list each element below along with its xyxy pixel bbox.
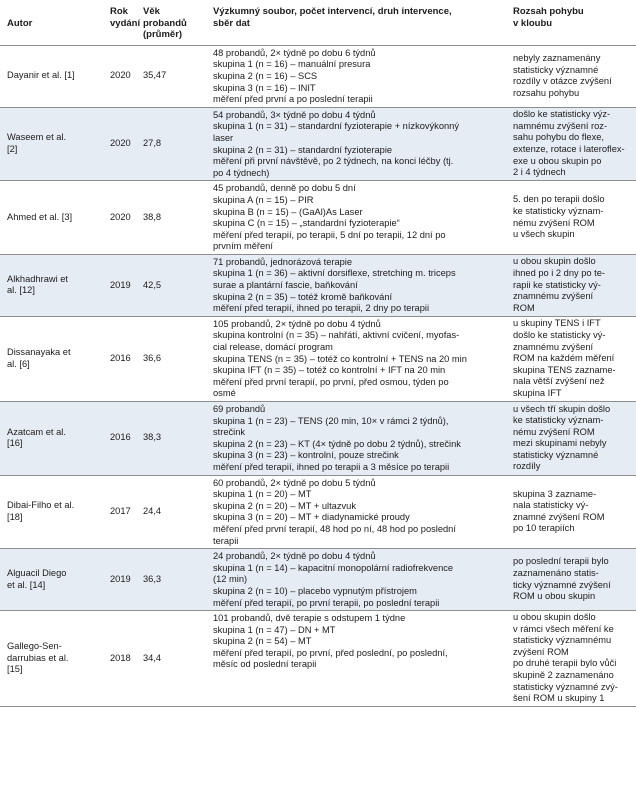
age-value: 36,6 <box>143 353 162 364</box>
table-row <box>0 611 636 707</box>
desc-line: skupina 1 (n = 14) – kapacitní monopolární radiofrekvence <box>213 562 454 573</box>
table-row <box>0 549 636 611</box>
range-line: statisticky významné <box>513 449 599 460</box>
year-cell <box>103 45 136 107</box>
desc-line: skupina C (n = 15) – „standardní fyzioterapie“ <box>213 218 400 229</box>
desc-line: skupina 2 (n = 16) – SCS <box>213 70 318 81</box>
range-line: u obou skupin došlo <box>513 612 596 623</box>
author-line: Dayanir et al. [1] <box>7 70 75 81</box>
year-cell <box>103 611 136 707</box>
range-line: nému zvýšení ROM <box>513 426 595 437</box>
desc-line: skupina 2 (n = 35) – totéž kromě baňkování <box>213 291 393 302</box>
desc-line: skupina 2 (n = 10) – placebo vypnutým přístrojem <box>213 585 417 596</box>
desc-line: měsíc od poslední terapii <box>213 659 317 670</box>
range-line: ke statisticky význam- <box>513 206 604 216</box>
year-value: 2016 <box>110 432 131 443</box>
age-cell <box>136 549 206 611</box>
range-line: 5. den po terapii došlo <box>513 194 605 205</box>
year-value: 2016 <box>110 353 131 364</box>
author-cell <box>0 181 103 255</box>
age-cell <box>136 45 206 107</box>
range-line: skupině 2 zaznamenáno <box>513 670 614 681</box>
range-line: ke statisticky význam- <box>513 415 604 426</box>
range-line: znamnému zvýšení <box>513 341 594 352</box>
age-cell <box>136 254 206 316</box>
range-cell <box>506 181 636 255</box>
author-line: [16] <box>7 438 23 449</box>
author-line: [18] <box>7 511 23 522</box>
age-value: 27,8 <box>143 138 162 149</box>
range-line: sahu pohybu do flexe, <box>513 132 604 143</box>
author-cell <box>0 549 103 611</box>
header-author: Autor <box>0 0 103 45</box>
range-line: ROM <box>513 302 535 313</box>
range-line: ticky významné zvýšení <box>513 579 611 590</box>
range-line: ROM u obou skupin <box>513 591 596 602</box>
range-cell <box>506 316 636 401</box>
age-cell <box>136 181 206 255</box>
range-line: statisticky významné <box>513 64 599 75</box>
desc-line: skupina 2 (n = 31) – standardní fyzioterapie <box>213 144 393 155</box>
range-line: skupina IFT <box>513 387 562 398</box>
range-cell <box>506 549 636 611</box>
desc-line: 24 probandů, 2× týdně po dobu 4 týdnů <box>213 551 376 562</box>
range-cell <box>506 611 636 707</box>
header-range: Rozsah pohybu v kloubu <box>506 0 636 45</box>
desc-line: strečink <box>213 427 246 438</box>
range-line: šení ROM u skupiny 1 <box>513 693 605 704</box>
desc-line: terapii <box>213 535 239 546</box>
desc-line: měření před terapií, ihned po terapii, 2 dny po terapii <box>213 303 430 314</box>
table-row <box>0 402 636 476</box>
author-line: Dissanayaka et <box>7 347 71 358</box>
author-line: darrubias et al. <box>7 652 69 663</box>
author-line: al. [12] <box>7 285 35 296</box>
desc-line: měření před první terapií, po první, před osmou, týden po <box>213 376 449 387</box>
desc-line: skupina 1 (n = 47) – DN + MT <box>213 624 336 635</box>
year-cell <box>103 549 136 611</box>
desc-line: skupina 1 (n = 36) – aktivní dorsiflexe, stretching m. triceps <box>213 268 456 279</box>
range-cell <box>506 254 636 316</box>
table-row <box>0 107 636 181</box>
desc-line: skupina 2 (n = 20) – MT + ultazvuk <box>213 500 356 511</box>
range-line: statisticky významnému <box>513 635 612 646</box>
year-cell <box>103 316 136 401</box>
author-cell <box>0 107 103 181</box>
range-line: v rámci všech měření ke <box>513 623 614 634</box>
year-value: 2017 <box>110 506 131 517</box>
description-cell <box>206 402 506 476</box>
range-line: po poslední terapii bylo <box>513 556 609 567</box>
desc-line: měření při první návštěvě, po 2 týdnech, na konci léčby (tj. <box>213 156 454 167</box>
range-line: znamnému zvýšení <box>513 291 594 302</box>
range-line: skupina 3 zazname- <box>513 488 597 499</box>
author-line: Alkhadhrawi et <box>7 273 68 284</box>
author-cell <box>0 611 103 707</box>
range-line: u všech tří skupin došlo <box>513 403 611 414</box>
range-line: namnému zvýšení roz- <box>513 120 608 131</box>
range-line: skupina TENS zazname- <box>513 364 616 375</box>
author-line: [15] <box>7 664 23 675</box>
desc-line: osmé <box>213 388 236 399</box>
desc-line: po 4 týdnech) <box>213 167 270 178</box>
range-line: po 10 terapiích <box>513 523 575 534</box>
range-cell <box>506 45 636 107</box>
range-line: u skupiny TENS i IFT <box>513 318 601 329</box>
desc-line: 45 probandů, denně po dobu 5 dní <box>213 183 356 194</box>
author-line: Dibai-Filho et al. <box>7 500 75 511</box>
range-line: ihned po i 2 dny po te- <box>513 267 606 278</box>
author-line: Azatcam et al. <box>7 426 66 437</box>
header-row <box>0 0 636 45</box>
author-cell <box>0 254 103 316</box>
desc-line: prvním měření <box>213 241 273 252</box>
description-cell <box>206 611 506 707</box>
age-cell <box>136 316 206 401</box>
age-value: 35,47 <box>143 70 167 81</box>
desc-line: skupina 1 (n = 23) – TENS (20 min, 10× v rámci 2 týdnů), <box>213 415 449 426</box>
description-cell <box>206 316 506 401</box>
desc-line: 69 probandů <box>213 404 266 414</box>
desc-line: měření před terapií, po první terapii, po poslední terapii <box>213 597 440 608</box>
desc-line: skupina A (n = 15) – PIR <box>213 194 314 205</box>
author-line: Ahmed et al. [3] <box>7 211 73 222</box>
desc-line: 105 probandů, 2× týdně po dobu 4 týdnů <box>213 318 381 329</box>
header-description: Výzkumný soubor, počet intervencí, druh intervence, sběr dat <box>206 0 506 45</box>
table-row <box>0 475 636 549</box>
description-cell <box>206 549 506 611</box>
range-line: rozdíly v otázce zvýšení <box>513 76 612 87</box>
range-line: mezi skupinami nebyly <box>513 438 607 449</box>
year-cell <box>103 107 136 181</box>
author-line: Waseem et al. <box>7 132 67 143</box>
range-line: statisticky významné zvý- <box>513 681 618 692</box>
description-cell <box>206 475 506 549</box>
table-row <box>0 181 636 255</box>
range-line: zvýšení ROM <box>513 646 569 657</box>
range-line: znamné zvýšení ROM <box>513 511 605 522</box>
header-year: Rok vydání <box>103 0 136 45</box>
desc-line: měření před první terapií, 48 hod po ní, 48 hod po poslední <box>213 523 456 534</box>
desc-line: skupina IFT (n = 35) – totéž co kontrolní + IFT na 20 min <box>213 365 446 376</box>
description-cell <box>206 254 506 316</box>
author-cell <box>0 316 103 401</box>
desc-line: skupina 2 (n = 54) – MT <box>213 636 312 647</box>
age-value: 42,5 <box>143 279 162 290</box>
age-value: 24,4 <box>143 506 162 517</box>
range-line: rozdíly <box>513 461 541 472</box>
range-line: 2 i 4 týdnech <box>513 167 566 178</box>
description-cell <box>206 181 506 255</box>
header-age: Věk probandů (průměr) <box>136 0 206 45</box>
author-cell <box>0 45 103 107</box>
age-value: 38,8 <box>143 211 162 222</box>
table-row <box>0 45 636 107</box>
desc-line: skupina 2 (n = 23) – KT (4× týdně po dobu 2 týdnů), strečink <box>213 438 461 449</box>
desc-line: cial release, domácí program <box>213 342 333 353</box>
range-cell <box>506 107 636 181</box>
desc-line: 54 probandů, 3× týdně po dobu 4 týdnů <box>213 109 376 120</box>
table-row <box>0 316 636 401</box>
range-line: exe u obou skupin po <box>513 155 602 166</box>
desc-line: (12 min) <box>213 574 248 585</box>
desc-line: měření před terapií, ihned po terapii a 3 měsíce po terapii <box>213 461 450 472</box>
author-line: et al. [14] <box>7 579 46 590</box>
desc-line: skupina 1 (n = 16) – manuální presura <box>213 59 371 70</box>
age-value: 36,3 <box>143 573 162 584</box>
age-value: 34,4 <box>143 652 162 663</box>
desc-line: 101 probandů, dvě terapie s odstupem 1 týdne <box>213 613 406 624</box>
description-cell <box>206 45 506 107</box>
range-line: došlo ke statisticky výz- <box>513 109 611 120</box>
range-line: nému zvýšení ROM <box>513 217 595 228</box>
description-cell <box>206 107 506 181</box>
year-cell <box>103 181 136 255</box>
range-cell <box>506 402 636 476</box>
range-line: ROM na každém měření <box>513 353 615 364</box>
author-cell <box>0 475 103 549</box>
age-value: 38,3 <box>143 432 162 443</box>
desc-line: skupina 3 (n = 20) – MT + diadynamické proudy <box>213 512 410 523</box>
range-line: nala větší zvýšení než <box>513 376 605 387</box>
desc-line: 48 probandů, 2× týdně po dobu 6 týdnů <box>213 47 376 58</box>
author-line: [2] <box>7 144 18 155</box>
year-value: 2019 <box>110 573 131 584</box>
desc-line: skupina kontrolní (n = 35) – nahřátí, aktivní cvičení, myofas- <box>213 330 460 341</box>
range-line: došlo ke statisticky vý- <box>513 329 606 340</box>
year-value: 2020 <box>110 138 131 149</box>
desc-line: skupina TENS (n = 35) – totéž co kontrolní + TENS na 20 min <box>213 353 467 364</box>
author-cell <box>0 402 103 476</box>
range-cell <box>506 475 636 549</box>
author-line: Alguacil Diego <box>7 568 67 579</box>
desc-line: skupina 1 (n = 31) – standardní fyzioterapie + nízkovýkonný <box>213 121 459 132</box>
year-cell <box>103 254 136 316</box>
desc-line: surae a plantární fascie, baňkování <box>213 280 358 291</box>
year-value: 2019 <box>110 279 131 290</box>
desc-line: skupina 3 (n = 16) – INIT <box>213 82 316 93</box>
range-line: rozsahu pohybu <box>513 87 580 98</box>
range-line: rapii ke statisticky vý- <box>513 279 601 290</box>
age-cell <box>136 611 206 707</box>
author-line: Gallego-Sen- <box>7 641 62 652</box>
year-value: 2018 <box>110 652 131 663</box>
range-line: nebyly zaznamenány <box>513 53 601 64</box>
year-cell <box>103 475 136 549</box>
desc-line: 71 probandů, jednorázová terapie <box>213 256 353 267</box>
author-line: al. [6] <box>7 358 30 369</box>
table-row <box>0 254 636 316</box>
range-line: zaznamenáno statis- <box>513 568 599 579</box>
year-value: 2020 <box>110 70 131 81</box>
desc-line: skupina B (n = 15) – (GaAl)As Laser <box>213 206 363 217</box>
range-line: u všech skupin <box>513 229 575 240</box>
desc-line: měření před terapií, po první, před poslední, po poslední, <box>213 647 448 658</box>
range-line: extenze, rotace i lateroflex- <box>513 144 625 155</box>
age-cell <box>136 107 206 181</box>
desc-line: skupina 3 (n = 23) – kontrolní, pouze strečink <box>213 450 399 461</box>
age-cell <box>136 475 206 549</box>
desc-line: měření před terapií, po terapii, 5 dní po terapii, 12 dní po <box>213 229 446 240</box>
range-line: nala statisticky vý- <box>513 500 589 511</box>
desc-line: skupina 1 (n = 20) – MT <box>213 489 312 500</box>
desc-line: 60 probandů, 2× týdně po dobu 5 týdnů <box>213 477 376 488</box>
range-line: u obou skupin došlo <box>513 256 596 267</box>
age-cell <box>136 402 206 476</box>
year-value: 2020 <box>110 211 131 222</box>
desc-line: měření před první a po poslední terapii <box>213 94 373 105</box>
year-cell <box>103 402 136 476</box>
desc-line: laser <box>213 132 234 143</box>
range-line: po druhé terapii bylo vůči <box>513 658 617 669</box>
